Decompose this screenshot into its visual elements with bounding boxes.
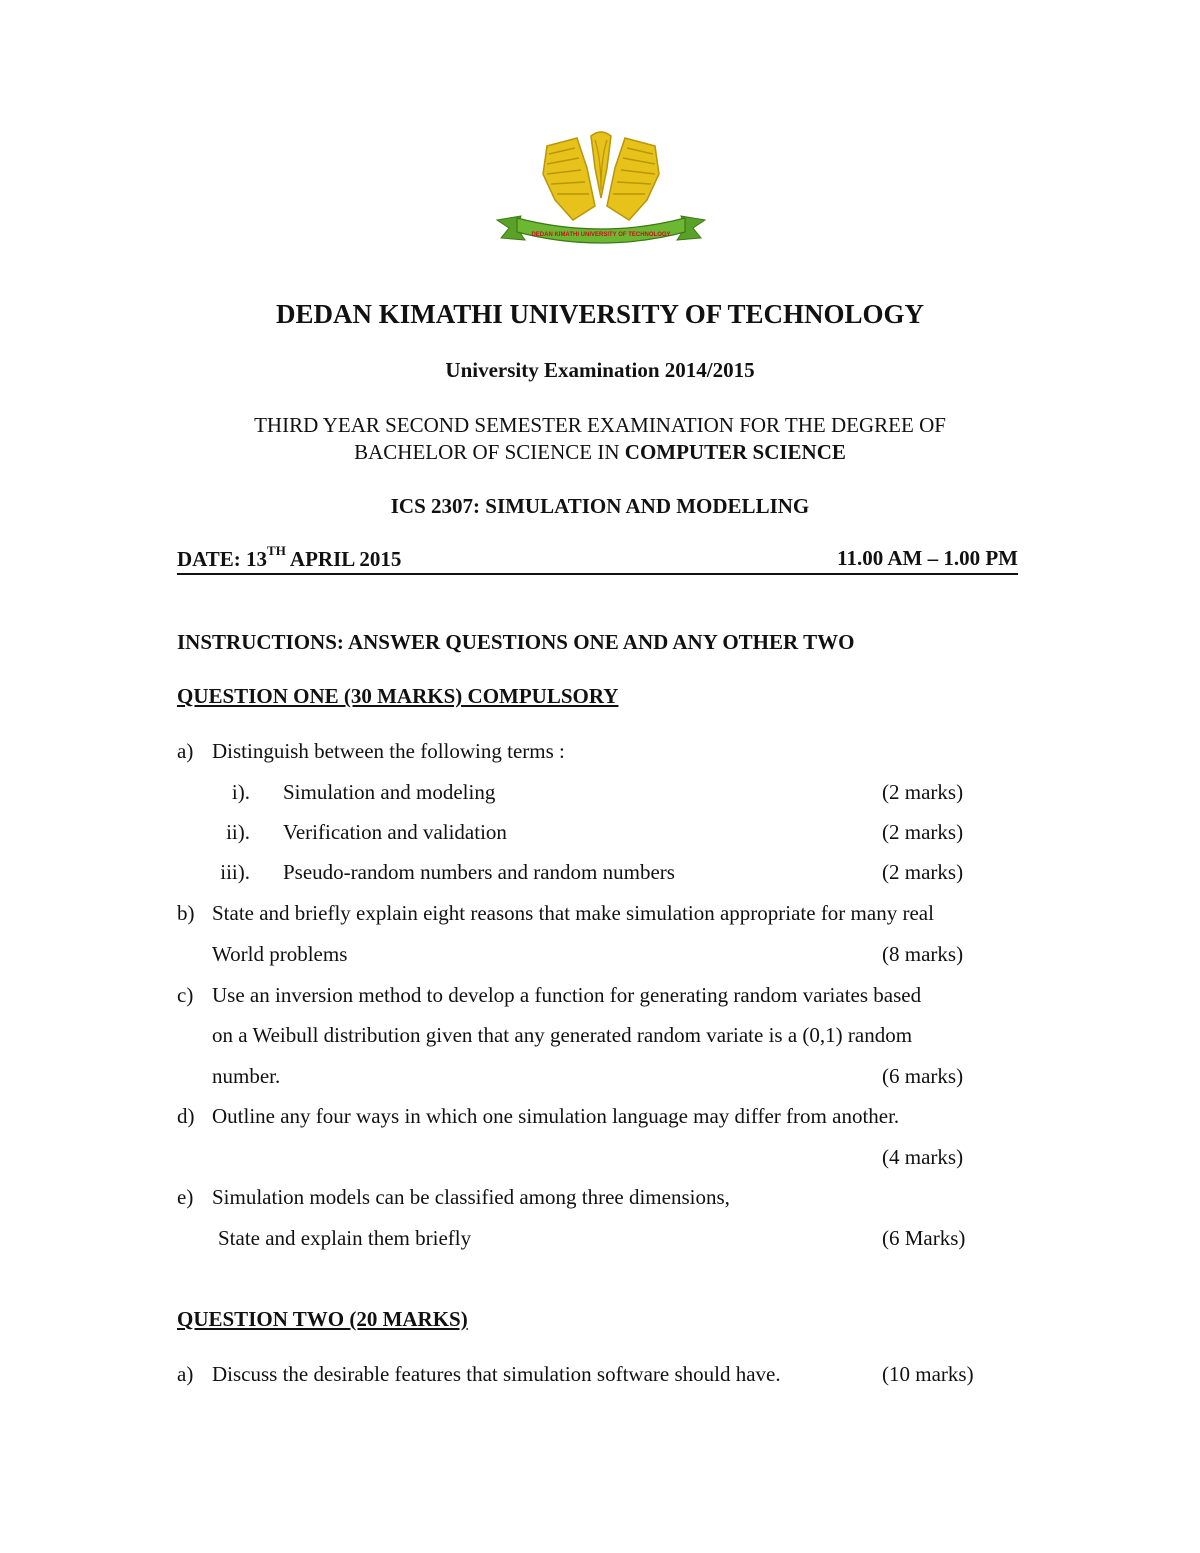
- degree-program: COMPUTER SCIENCE: [624, 440, 846, 464]
- q1-a-iii-label: iii).: [220, 860, 250, 884]
- q1-c-label: c): [177, 983, 194, 1007]
- q1-d-label: d): [177, 1104, 195, 1128]
- q1-c-text-3: number.: [212, 1064, 281, 1088]
- date-superscript: TH: [267, 543, 286, 558]
- q1-b-text-1: State and briefly explain eight reasons that make simulation appropriate for many real: [212, 901, 934, 925]
- question-two-heading: QUESTION TWO (20 MARKS): [177, 1307, 468, 1331]
- logo-ribbon-text: DEDAN KIMATHI UNIVERSITY OF TECHNOLOGY: [531, 232, 671, 238]
- university-title: DEDAN KIMATHI UNIVERSITY OF TECHNOLOGY: [275, 299, 925, 329]
- date-time-line: [177, 543, 1018, 575]
- date-rest: APRIL 2015: [285, 547, 402, 571]
- question-one-heading: QUESTION ONE (30 MARKS) COMPULSORY: [177, 684, 619, 708]
- q1-e-text-1: Simulation models can be classified among three dimensions,: [212, 1185, 730, 1209]
- q2-a-label: a): [177, 1362, 194, 1386]
- q1-a-i-marks: (2 marks): [882, 780, 964, 804]
- q1-b-text-2: World problems: [212, 942, 348, 966]
- course-title: ICS 2307: SIMULATION AND MODELLING: [390, 494, 810, 518]
- q1-a-ii-label: ii).: [226, 820, 250, 844]
- q1-a-text: Distinguish between the following terms :: [212, 739, 565, 763]
- university-logo: [495, 128, 707, 248]
- exam-date: [177, 543, 402, 571]
- q1-a-iii-text: Pseudo-random numbers and random numbers: [283, 860, 675, 884]
- q2-a-text: Discuss the desirable features that simulation software should have.: [212, 1362, 781, 1386]
- q1-b-marks: (8 marks): [882, 942, 964, 966]
- q1-a-i-text: Simulation and modeling: [283, 780, 496, 804]
- date-label: DATE: 13: [177, 547, 268, 571]
- exam-year: University Examination 2014/2015: [445, 358, 755, 382]
- q1-e-text-2: State and explain them briefly: [218, 1226, 472, 1250]
- q1-c-marks: (6 marks): [882, 1064, 964, 1088]
- q1-e-label: e): [177, 1185, 194, 1209]
- q1-a-ii-text: Verification and validation: [283, 820, 507, 844]
- q1-a-i-label: i).: [231, 780, 250, 804]
- instructions: INSTRUCTIONS: ANSWER QUESTIONS ONE AND ANY OTHER TWO: [177, 630, 855, 654]
- q1-d-marks: (4 marks): [882, 1145, 964, 1169]
- degree-line-2: [0, 439, 1200, 466]
- degree-description: [0, 412, 1200, 466]
- q1-a-ii-marks: (2 marks): [882, 820, 964, 844]
- q1-d-text: Outline any four ways in which one simulation language may differ from another.: [212, 1104, 900, 1128]
- q1-a-label: a): [177, 739, 194, 763]
- q2-a-marks: (10 marks): [882, 1362, 974, 1386]
- exam-time: 11.00 AM – 1.00 PM: [837, 546, 1018, 570]
- q1-a-iii-marks: (2 marks): [882, 860, 964, 884]
- degree-line-1: THIRD YEAR SECOND SEMESTER EXAMINATION FOR THE DEGREE OF: [254, 413, 946, 437]
- q1-c-text-1: Use an inversion method to develop a function for generating random variates based: [212, 983, 922, 1007]
- q1-b-label: b): [177, 901, 195, 925]
- q1-e-marks: (6 Marks): [882, 1226, 966, 1250]
- degree-line-2-prefix: BACHELOR OF SCIENCE IN: [354, 440, 620, 464]
- q1-c-text-2: on a Weibull distribution given that any generated random variate is a (0,1) random: [212, 1023, 913, 1047]
